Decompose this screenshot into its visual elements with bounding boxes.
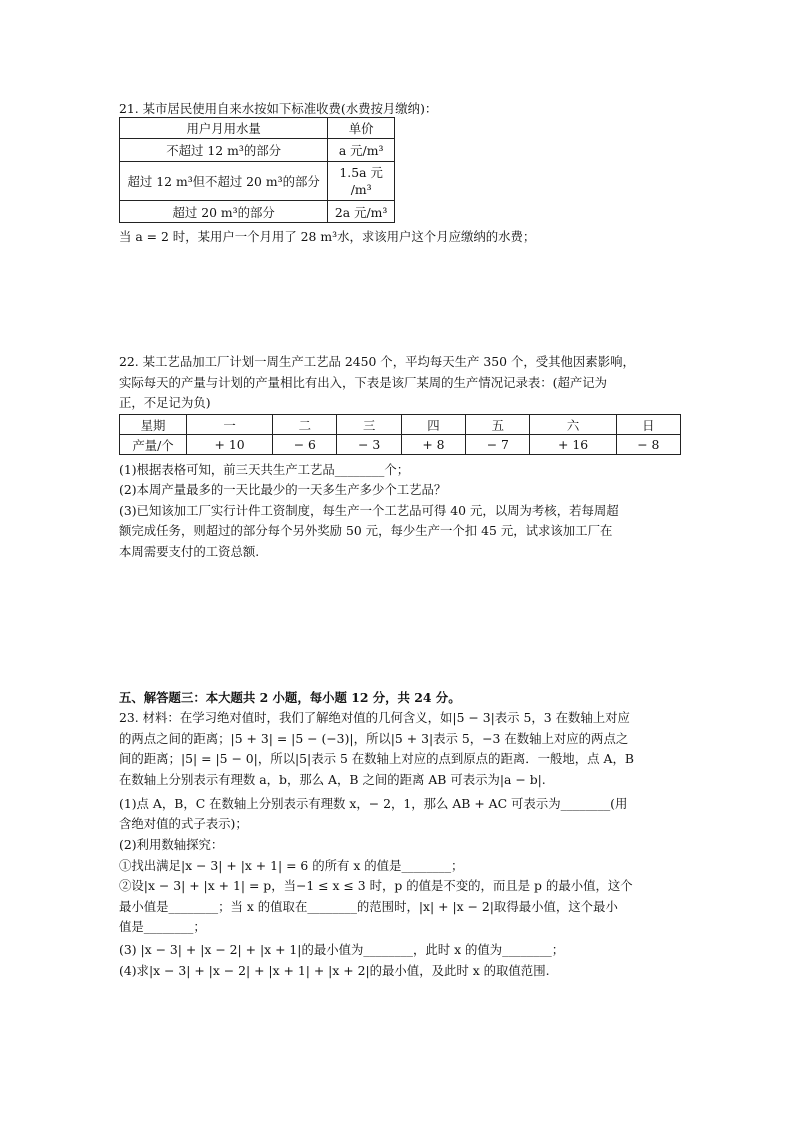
table-cell: + 10 xyxy=(187,435,273,455)
table-cell: − 6 xyxy=(273,435,337,455)
q23-line-10: 最小值是________；当 x 的值取在________的范围时，|x| + |x − 2|取得最小值，这个最小 xyxy=(119,899,618,914)
table-cell: + 16 xyxy=(530,435,616,455)
table-header-cell: 五 xyxy=(466,415,530,435)
table-cell: 超过 12 m³但不超过 20 m³的部分 xyxy=(120,162,328,201)
q22-part-1: (1)根据表格可知，前三天共生产工艺品________个； xyxy=(119,462,410,477)
table-header-cell: 用户月用水量 xyxy=(120,118,328,139)
table-row xyxy=(120,435,681,455)
table-header-cell: 三 xyxy=(337,415,401,435)
q23-line-11: 值是________； xyxy=(119,919,206,934)
table-row xyxy=(120,162,395,201)
q23-line-2: 的两点之间的距离；|5 + 3| = |5 − (−3)|，所以|5 + 3|表示 5，−3 在数轴上对应的两点之 xyxy=(119,731,629,746)
table-cell: a 元/m³ xyxy=(328,139,395,162)
table-header-cell: 二 xyxy=(273,415,337,435)
q23-line-13: (4)求|x − 3| + |x − 2| + |x + 1| + |x + 2|的最小值，及此时 x 的取值范围. xyxy=(119,963,550,978)
table-header-row xyxy=(120,415,681,435)
q22-line-3: 正，不足记为负) xyxy=(119,395,211,410)
table-header-cell: 一 xyxy=(187,415,273,435)
table-row xyxy=(120,201,395,223)
q21-question: 当 a = 2 时，某用户一个月用了 28 m³水，求该用户这个月应缴纳的水费； xyxy=(119,229,536,244)
water-price-table xyxy=(119,117,395,223)
q23-line-1: 23. 材料：在学习绝对值时，我们了解绝对值的几何含义，如|5 − 3|表示 5，3 在数轴上对应 xyxy=(119,710,630,725)
q23-line-4: 在数轴上分别表示有理数 a，b，那么 A，B 之间的距离 AB 可表示为|a − b|. xyxy=(119,772,546,787)
table-header-cell: 单价 xyxy=(328,118,395,139)
q23-line-5: (1)点 A，B，C 在数轴上分别表示有理数 x，− 2，1，那么 AB + AC 可表示为________(用 xyxy=(119,796,628,811)
table-row xyxy=(120,139,395,162)
table-cell: − 7 xyxy=(466,435,530,455)
q22-line-1: 22. 某工艺品加工厂计划一周生产工艺品 2450 个，平均每天生产 350 个，受其他因素影响， xyxy=(119,354,635,369)
table-header-cell: 日 xyxy=(616,415,680,435)
q22-part-3a: (3)已知该加工厂实行计件工资制度，每生产一个工艺品可得 40 元，以周为考核，若每周超 xyxy=(119,503,619,518)
table-cell: − 8 xyxy=(616,435,680,455)
table-header-cell: 星期 xyxy=(120,415,187,435)
production-table xyxy=(119,414,681,455)
table-header-row xyxy=(120,118,395,139)
q23-line-12: (3) |x − 3| + |x − 2| + |x + 1|的最小值为________，此时 x 的值为________； xyxy=(119,942,565,957)
q23-line-8: ①找出满足|x − 3| + |x + 1| = 6 的所有 x 的值是________； xyxy=(119,858,464,873)
table-cell: 产量/个 xyxy=(120,435,187,455)
table-header-cell: 四 xyxy=(401,415,465,435)
table-cell: + 8 xyxy=(401,435,465,455)
section-heading: 五、解答题三：本大题共 2 小题，每小题 12 分，共 24 分。 xyxy=(119,690,461,705)
q22-part-3c: 本周需要支付的工资总额. xyxy=(119,544,260,559)
q22-line-2: 实际每天的产量与计划的产量相比有出入，下表是该厂某周的生产情况记录表：(超产记为 xyxy=(119,375,608,390)
q22-part-3b: 额完成任务，则超过的部分每个另外奖励 50 元，每少生产一个扣 45 元，试求该加工厂在 xyxy=(119,523,613,538)
q21-intro: 21. 某市居民使用自来水按如下标准收费(水费按月缴纳)： xyxy=(119,101,438,116)
table-cell: 2a 元/m³ xyxy=(328,201,395,223)
table-cell: 超过 20 m³的部分 xyxy=(120,201,328,223)
q23-line-9: ②设|x − 3| + |x + 1| = p，当−1 ≤ x ≤ 3 时，p 的值是不变的，而且是 p 的最小值，这个 xyxy=(119,878,633,893)
table-cell: 不超过 12 m³的部分 xyxy=(120,139,328,162)
table-header-cell: 六 xyxy=(530,415,616,435)
table-cell: − 3 xyxy=(337,435,401,455)
table-cell: 1.5a 元 /m³ xyxy=(328,162,395,201)
q22-part-2: (2)本周产量最多的一天比最少的一天多生产多少个工艺品？ xyxy=(119,482,447,497)
q23-line-7: (2)利用数轴探究： xyxy=(119,837,224,852)
q23-line-3: 间的距离；|5| = |5 − 0|，所以|5|表示 5 在数轴上对应的点到原点的距离．一般地，点 A，B xyxy=(119,751,634,766)
q23-line-6: 含绝对值的式子表示)； xyxy=(119,816,248,831)
